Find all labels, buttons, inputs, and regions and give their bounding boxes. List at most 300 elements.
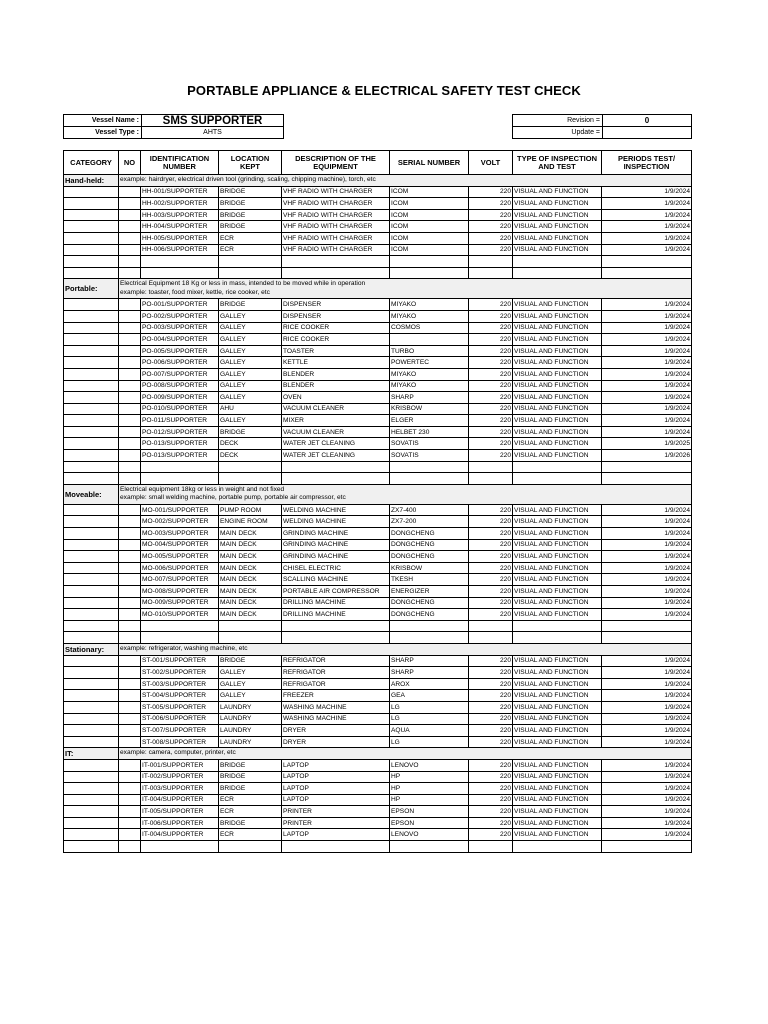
table-row	[64, 198, 692, 210]
category-cell	[64, 232, 119, 244]
blank-cell	[282, 473, 390, 485]
category-label: Moveable:	[64, 484, 119, 504]
category-description	[119, 279, 692, 299]
serial-cell: ICOM	[390, 232, 469, 244]
volt-cell: 220	[469, 368, 513, 380]
blank-cell	[119, 632, 141, 644]
category-cell	[64, 806, 119, 818]
blank-cell	[602, 473, 692, 485]
volt-cell: 220	[469, 528, 513, 540]
serial-cell: LG	[390, 701, 469, 713]
serial-cell: SHARP	[390, 392, 469, 404]
location-cell: MAIN DECK	[219, 586, 282, 598]
blank-cell	[64, 256, 119, 268]
serial-cell: LG	[390, 736, 469, 748]
table-row	[64, 771, 692, 783]
volt-cell: 220	[469, 829, 513, 841]
blank-cell	[602, 461, 692, 473]
serial-cell: SOVATIS	[390, 438, 469, 450]
description-cell: VACUUM CLEANER	[282, 426, 390, 438]
id-cell: MO-005/SUPPORTER	[141, 551, 219, 563]
blank-cell	[390, 461, 469, 473]
period-cell: 1/9/2024	[602, 322, 692, 334]
inspection-type-cell: VISUAL AND FUNCTION	[513, 678, 602, 690]
no-cell	[119, 380, 141, 392]
category-cell	[64, 528, 119, 540]
table-row	[64, 551, 692, 563]
no-cell	[119, 450, 141, 462]
serial-cell: SHARP	[390, 655, 469, 667]
description-cell: REFRIGATOR	[282, 678, 390, 690]
volt-cell: 220	[469, 426, 513, 438]
inspection-type-cell: VISUAL AND FUNCTION	[513, 244, 602, 256]
period-cell: 1/9/2024	[602, 334, 692, 346]
category-cell	[64, 438, 119, 450]
description-cell: LAPTOP	[282, 783, 390, 795]
no-cell	[119, 209, 141, 221]
blank-cell	[119, 841, 141, 853]
header-no: NO	[119, 151, 141, 175]
category-cell	[64, 221, 119, 233]
inspection-type-cell: VISUAL AND FUNCTION	[513, 655, 602, 667]
inspection-type-cell: VISUAL AND FUNCTION	[513, 690, 602, 702]
id-cell: HH-002/SUPPORTER	[141, 198, 219, 210]
inspection-type-cell: VISUAL AND FUNCTION	[513, 817, 602, 829]
table-row	[64, 597, 692, 609]
category-cell	[64, 678, 119, 690]
no-cell	[119, 806, 141, 818]
category-row	[64, 484, 692, 504]
category-cell	[64, 392, 119, 404]
blank-cell	[64, 461, 119, 473]
id-cell: MO-009/SUPPORTER	[141, 597, 219, 609]
category-label: Hand-held:	[64, 175, 119, 187]
blank-cell	[219, 632, 282, 644]
id-cell: PO-013/SUPPORTER	[141, 438, 219, 450]
description-cell: DISPENSER	[282, 310, 390, 322]
location-cell: ENGINE ROOM	[219, 516, 282, 528]
category-cell	[64, 771, 119, 783]
no-cell	[119, 426, 141, 438]
serial-cell: ICOM	[390, 244, 469, 256]
description-cell: WELDING MACHINE	[282, 504, 390, 516]
id-cell: PO-010/SUPPORTER	[141, 403, 219, 415]
description-cell: DRILLING MACHINE	[282, 609, 390, 621]
period-cell: 1/9/2024	[602, 609, 692, 621]
description-cell: CHISEL ELECTRIC	[282, 562, 390, 574]
no-cell	[119, 725, 141, 737]
inspection-type-cell: VISUAL AND FUNCTION	[513, 574, 602, 586]
blank-cell	[219, 461, 282, 473]
period-cell: 1/9/2024	[602, 232, 692, 244]
serial-cell: ICOM	[390, 209, 469, 221]
description-cell: BLENDER	[282, 368, 390, 380]
volt-cell: 220	[469, 299, 513, 311]
location-cell: BRIDGE	[219, 198, 282, 210]
blank-cell	[119, 620, 141, 632]
table-row	[64, 574, 692, 586]
description-cell: SCALLING MACHINE	[282, 574, 390, 586]
table-row	[64, 829, 692, 841]
vessel-name-value: SMS SUPPORTER	[142, 115, 284, 127]
period-cell: 1/9/2024	[602, 736, 692, 748]
volt-cell: 220	[469, 198, 513, 210]
table-row	[64, 334, 692, 346]
no-cell	[119, 357, 141, 369]
blank-row	[64, 267, 692, 279]
category-cell	[64, 310, 119, 322]
description-cell: PRINTER	[282, 817, 390, 829]
volt-cell: 220	[469, 806, 513, 818]
blank-cell	[119, 267, 141, 279]
location-cell: GALLEY	[219, 357, 282, 369]
period-cell: 1/9/2024	[602, 415, 692, 427]
blank-cell	[64, 267, 119, 279]
inspection-type-cell: VISUAL AND FUNCTION	[513, 299, 602, 311]
period-cell: 1/9/2024	[602, 186, 692, 198]
volt-cell: 220	[469, 817, 513, 829]
id-cell: HH-006/SUPPORTER	[141, 244, 219, 256]
inspection-table	[63, 150, 692, 853]
blank-row	[64, 473, 692, 485]
volt-cell: 220	[469, 667, 513, 679]
id-cell: HH-001/SUPPORTER	[141, 186, 219, 198]
document-title: PORTABLE APPLIANCE & ELECTRICAL SAFETY TEST CHECK	[187, 83, 581, 98]
no-cell	[119, 232, 141, 244]
no-cell	[119, 403, 141, 415]
volt-cell: 220	[469, 244, 513, 256]
id-cell: IT-003/SUPPORTER	[141, 783, 219, 795]
header-volt: VOLT	[469, 151, 513, 175]
vessel-type-label: Vessel Type :	[64, 127, 142, 139]
table-row	[64, 450, 692, 462]
blank-cell	[119, 256, 141, 268]
blank-cell	[219, 473, 282, 485]
blank-row	[64, 632, 692, 644]
period-cell: 1/9/2024	[602, 380, 692, 392]
category-cell	[64, 701, 119, 713]
blank-cell	[469, 256, 513, 268]
description-cell: VACUUM CLEANER	[282, 403, 390, 415]
description-cell: WATER JET CLEANING	[282, 438, 390, 450]
inspection-type-cell: VISUAL AND FUNCTION	[513, 415, 602, 427]
blank-cell	[141, 267, 219, 279]
blank-cell	[141, 620, 219, 632]
inspection-type-cell: VISUAL AND FUNCTION	[513, 829, 602, 841]
blank-cell	[513, 473, 602, 485]
inspection-type-cell: VISUAL AND FUNCTION	[513, 357, 602, 369]
location-cell: LAUNDRY	[219, 725, 282, 737]
serial-cell: MIYAKO	[390, 299, 469, 311]
inspection-type-cell: VISUAL AND FUNCTION	[513, 806, 602, 818]
category-row	[64, 279, 692, 299]
vessel-name-label: Vessel Name :	[64, 115, 142, 127]
blank-cell	[469, 841, 513, 853]
category-cell	[64, 725, 119, 737]
serial-cell: MIYAKO	[390, 310, 469, 322]
id-cell: MO-001/SUPPORTER	[141, 504, 219, 516]
inspection-type-cell: VISUAL AND FUNCTION	[513, 450, 602, 462]
category-cell	[64, 380, 119, 392]
id-cell: MO-008/SUPPORTER	[141, 586, 219, 598]
id-cell: HH-005/SUPPORTER	[141, 232, 219, 244]
id-cell: MO-006/SUPPORTER	[141, 562, 219, 574]
update-value	[603, 127, 692, 139]
id-cell: IT-004/SUPPORTER	[141, 794, 219, 806]
category-cell	[64, 586, 119, 598]
id-cell: PO-006/SUPPORTER	[141, 357, 219, 369]
inspection-type-cell: VISUAL AND FUNCTION	[513, 794, 602, 806]
revision-table	[512, 114, 692, 139]
table-row	[64, 357, 692, 369]
serial-cell: MIYAKO	[390, 380, 469, 392]
blank-cell	[282, 461, 390, 473]
blank-cell	[282, 267, 390, 279]
vessel-type-value: AHTS	[142, 127, 284, 139]
id-cell: HH-004/SUPPORTER	[141, 221, 219, 233]
blank-cell	[602, 841, 692, 853]
period-cell: 1/9/2024	[602, 771, 692, 783]
id-cell: MO-010/SUPPORTER	[141, 609, 219, 621]
id-cell: PO-008/SUPPORTER	[141, 380, 219, 392]
table-row	[64, 539, 692, 551]
category-cell	[64, 415, 119, 427]
id-cell: IT-005/SUPPORTER	[141, 806, 219, 818]
category-cell	[64, 551, 119, 563]
no-cell	[119, 368, 141, 380]
category-description: example: camera, computer, printer, etc	[119, 748, 692, 760]
location-cell: ECR	[219, 232, 282, 244]
blank-cell	[64, 473, 119, 485]
volt-cell: 220	[469, 403, 513, 415]
inspection-type-cell: VISUAL AND FUNCTION	[513, 597, 602, 609]
category-cell	[64, 334, 119, 346]
inspection-type-cell: VISUAL AND FUNCTION	[513, 783, 602, 795]
inspection-type-cell: VISUAL AND FUNCTION	[513, 209, 602, 221]
category-cell	[64, 450, 119, 462]
period-cell: 1/9/2024	[602, 574, 692, 586]
serial-cell: COSMOS	[390, 322, 469, 334]
blank-row	[64, 841, 692, 853]
blank-cell	[602, 632, 692, 644]
location-cell: GALLEY	[219, 368, 282, 380]
blank-cell	[141, 461, 219, 473]
location-cell: GALLEY	[219, 334, 282, 346]
id-cell: PO-007/SUPPORTER	[141, 368, 219, 380]
table-row	[64, 299, 692, 311]
no-cell	[119, 690, 141, 702]
table-row	[64, 713, 692, 725]
blank-cell	[390, 632, 469, 644]
description-cell: RICE COOKER	[282, 334, 390, 346]
period-cell: 1/9/2024	[602, 310, 692, 322]
table-row	[64, 609, 692, 621]
volt-cell: 220	[469, 209, 513, 221]
location-cell: AHU	[219, 403, 282, 415]
location-cell: LAUNDRY	[219, 713, 282, 725]
serial-cell: HELBET 230	[390, 426, 469, 438]
no-cell	[119, 528, 141, 540]
blank-cell	[469, 473, 513, 485]
location-cell: GALLEY	[219, 322, 282, 334]
table-row	[64, 345, 692, 357]
inspection-type-cell: VISUAL AND FUNCTION	[513, 310, 602, 322]
volt-cell: 220	[469, 597, 513, 609]
header-category: CATEGORY	[64, 151, 119, 175]
description-cell: WATER JET CLEANING	[282, 450, 390, 462]
id-cell: PO-005/SUPPORTER	[141, 345, 219, 357]
category-label: Portable:	[64, 279, 119, 299]
period-cell: 1/9/2024	[602, 528, 692, 540]
inspection-type-cell: VISUAL AND FUNCTION	[513, 438, 602, 450]
category-row	[64, 643, 692, 655]
no-cell	[119, 562, 141, 574]
category-cell	[64, 817, 119, 829]
inspection-type-cell: VISUAL AND FUNCTION	[513, 403, 602, 415]
header-type-of-inspection: TYPE OF INSPECTION AND TEST	[513, 151, 602, 175]
inspection-type-cell: VISUAL AND FUNCTION	[513, 368, 602, 380]
table-row	[64, 690, 692, 702]
serial-cell: ZX7-400	[390, 504, 469, 516]
category-cell	[64, 655, 119, 667]
id-cell: MO-007/SUPPORTER	[141, 574, 219, 586]
table-row	[64, 725, 692, 737]
period-cell: 1/9/2024	[602, 597, 692, 609]
inspection-type-cell: VISUAL AND FUNCTION	[513, 586, 602, 598]
table-row	[64, 504, 692, 516]
category-cell	[64, 357, 119, 369]
serial-cell: EPSON	[390, 817, 469, 829]
id-cell: ST-006/SUPPORTER	[141, 713, 219, 725]
no-cell	[119, 759, 141, 771]
no-cell	[119, 539, 141, 551]
description-cell: GRINDING MACHINE	[282, 539, 390, 551]
period-cell: 1/9/2024	[602, 759, 692, 771]
description-cell: BLENDER	[282, 380, 390, 392]
serial-cell: AQUA	[390, 725, 469, 737]
no-cell	[119, 829, 141, 841]
id-cell: MO-004/SUPPORTER	[141, 539, 219, 551]
inspection-type-cell: VISUAL AND FUNCTION	[513, 504, 602, 516]
inspection-type-cell: VISUAL AND FUNCTION	[513, 322, 602, 334]
period-cell: 1/9/2024	[602, 209, 692, 221]
volt-cell: 220	[469, 334, 513, 346]
location-cell: LAUNDRY	[219, 701, 282, 713]
description-cell: VHF RADIO WITH CHARGER	[282, 232, 390, 244]
no-cell	[119, 701, 141, 713]
location-cell: MAIN DECK	[219, 562, 282, 574]
serial-cell: DONGCHENG	[390, 528, 469, 540]
serial-cell: EPSON	[390, 806, 469, 818]
serial-cell: DONGCHENG	[390, 539, 469, 551]
inspection-type-cell: VISUAL AND FUNCTION	[513, 345, 602, 357]
table-row	[64, 209, 692, 221]
blank-cell	[513, 620, 602, 632]
description-cell: RICE COOKER	[282, 322, 390, 334]
inspection-type-cell: VISUAL AND FUNCTION	[513, 528, 602, 540]
location-cell: MAIN DECK	[219, 574, 282, 586]
location-cell: GALLEY	[219, 392, 282, 404]
category-label: IT:	[64, 748, 119, 760]
inspection-type-cell: VISUAL AND FUNCTION	[513, 609, 602, 621]
serial-cell: DONGCHENG	[390, 597, 469, 609]
table-row	[64, 655, 692, 667]
blank-cell	[64, 841, 119, 853]
period-cell: 1/9/2024	[602, 678, 692, 690]
blank-cell	[513, 632, 602, 644]
category-label: Stationary:	[64, 643, 119, 655]
id-cell: ST-002/SUPPORTER	[141, 667, 219, 679]
id-cell: ST-005/SUPPORTER	[141, 701, 219, 713]
category-cell	[64, 597, 119, 609]
table-row	[64, 586, 692, 598]
id-cell: PO-011/SUPPORTER	[141, 415, 219, 427]
period-cell: 1/9/2024	[602, 221, 692, 233]
inspection-type-cell: VISUAL AND FUNCTION	[513, 334, 602, 346]
serial-cell: ICOM	[390, 221, 469, 233]
blank-cell	[513, 256, 602, 268]
inspection-type-cell: VISUAL AND FUNCTION	[513, 713, 602, 725]
inspection-type-cell: VISUAL AND FUNCTION	[513, 392, 602, 404]
table-row	[64, 310, 692, 322]
volt-cell: 220	[469, 586, 513, 598]
id-cell: IT-006/SUPPORTER	[141, 817, 219, 829]
blank-cell	[141, 632, 219, 644]
volt-cell: 220	[469, 345, 513, 357]
table-row	[64, 368, 692, 380]
table-row	[64, 806, 692, 818]
blank-cell	[282, 841, 390, 853]
period-cell: 1/9/2024	[602, 198, 692, 210]
header-row	[64, 151, 692, 175]
location-cell: GALLEY	[219, 667, 282, 679]
category-cell	[64, 574, 119, 586]
serial-cell: ELGER	[390, 415, 469, 427]
id-cell: ST-001/SUPPORTER	[141, 655, 219, 667]
no-cell	[119, 771, 141, 783]
description-cell: GRINDING MACHINE	[282, 551, 390, 563]
category-cell	[64, 609, 119, 621]
category-row	[64, 175, 692, 187]
update-row	[513, 127, 692, 139]
volt-cell: 220	[469, 736, 513, 748]
id-cell: PO-004/SUPPORTER	[141, 334, 219, 346]
volt-cell: 220	[469, 438, 513, 450]
volt-cell: 220	[469, 690, 513, 702]
no-cell	[119, 597, 141, 609]
table-row	[64, 186, 692, 198]
table-row	[64, 232, 692, 244]
no-cell	[119, 415, 141, 427]
description-cell: TOASTER	[282, 345, 390, 357]
id-cell: ST-008/SUPPORTER	[141, 736, 219, 748]
category-description: example: refrigerator, washing machine, etc	[119, 643, 692, 655]
table-row	[64, 380, 692, 392]
id-cell: PO-002/SUPPORTER	[141, 310, 219, 322]
inspection-type-cell: VISUAL AND FUNCTION	[513, 736, 602, 748]
inspection-type-cell: VISUAL AND FUNCTION	[513, 186, 602, 198]
volt-cell: 220	[469, 701, 513, 713]
blank-cell	[219, 841, 282, 853]
category-cell	[64, 539, 119, 551]
category-description-line: Electrical equipment 18kg or less in weight and not fixed	[120, 485, 285, 493]
id-cell: PO-001/SUPPORTER	[141, 299, 219, 311]
description-cell: VHF RADIO WITH CHARGER	[282, 209, 390, 221]
inspection-type-cell: VISUAL AND FUNCTION	[513, 562, 602, 574]
inspection-type-cell: VISUAL AND FUNCTION	[513, 725, 602, 737]
volt-cell: 220	[469, 310, 513, 322]
no-cell	[119, 392, 141, 404]
